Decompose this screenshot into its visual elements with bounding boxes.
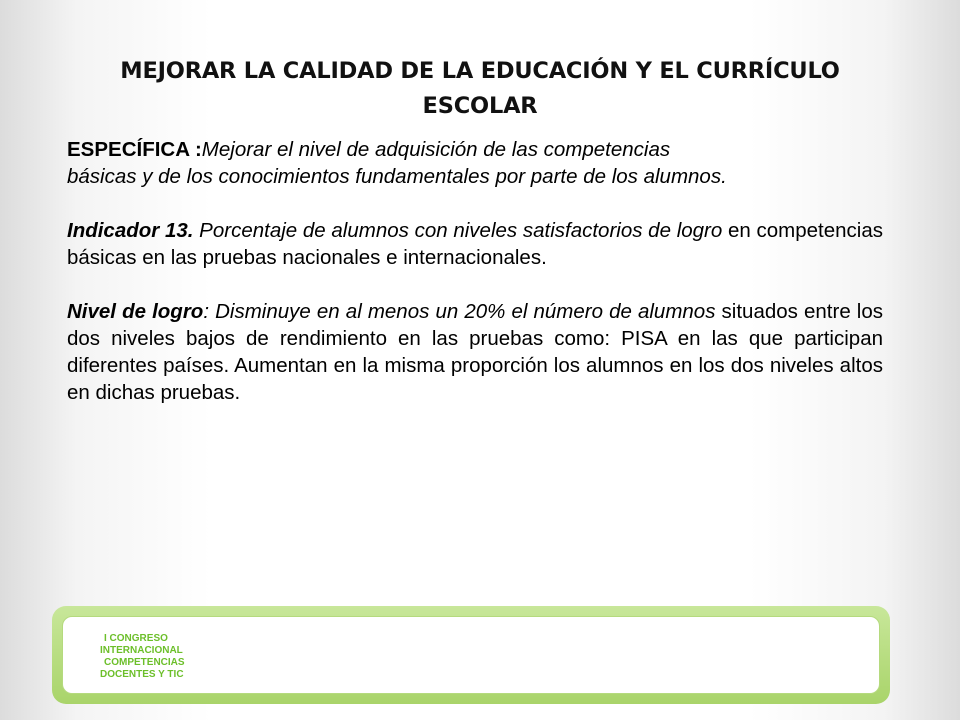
nivel-logro-paragraph <box>67 298 883 406</box>
congress-logo <box>96 630 196 682</box>
especifica-label: ESPECÍFICA : <box>67 138 202 161</box>
paragraph-spacer <box>67 190 883 217</box>
slide-title: MEJORAR LA CALIDAD DE LA EDUCACIÓN Y EL CURRÍCULO ESCOLAR <box>120 58 840 119</box>
indicador-label: Indicador 13. <box>67 219 194 242</box>
nivel-logro-text-plain: situados entre los dos niveles bajos de rendimiento en las pruebas como: PISA en las que participan diferentes países. Aumentan en la misma proporción los alumnos en los dos niveles altos en dichas pruebas. <box>67 300 884 404</box>
logo-line-2: INTERNACIONAL <box>100 645 183 656</box>
indicador-text-italic: Porcentaje de alumnos con niveles satisfactorios de logro <box>193 219 723 242</box>
logo-line-3: COMPETENCIAS <box>104 657 185 668</box>
indicador-paragraph <box>67 217 883 271</box>
paragraph-spacer <box>67 271 883 298</box>
logo-line-4: DOCENTES Y TIC <box>100 669 184 680</box>
slide-body <box>67 136 883 406</box>
especifica-text-line2: básicas y de los conocimientos fundamentales por parte de los alumnos. <box>67 165 727 188</box>
indicador-text-plain: en competencias básicas en las pruebas nacionales e internacionales. <box>67 219 883 269</box>
nivel-logro-text-italic: : Disminuye en al menos un 20% el número de alumnos <box>203 300 716 323</box>
especifica-paragraph <box>67 136 883 190</box>
logo-line-1: I CONGRESO <box>104 633 168 644</box>
especifica-text-line1: Mejorar el nivel de adquisición de las competencias <box>201 138 671 161</box>
nivel-logro-label: Nivel de logro <box>67 300 204 323</box>
